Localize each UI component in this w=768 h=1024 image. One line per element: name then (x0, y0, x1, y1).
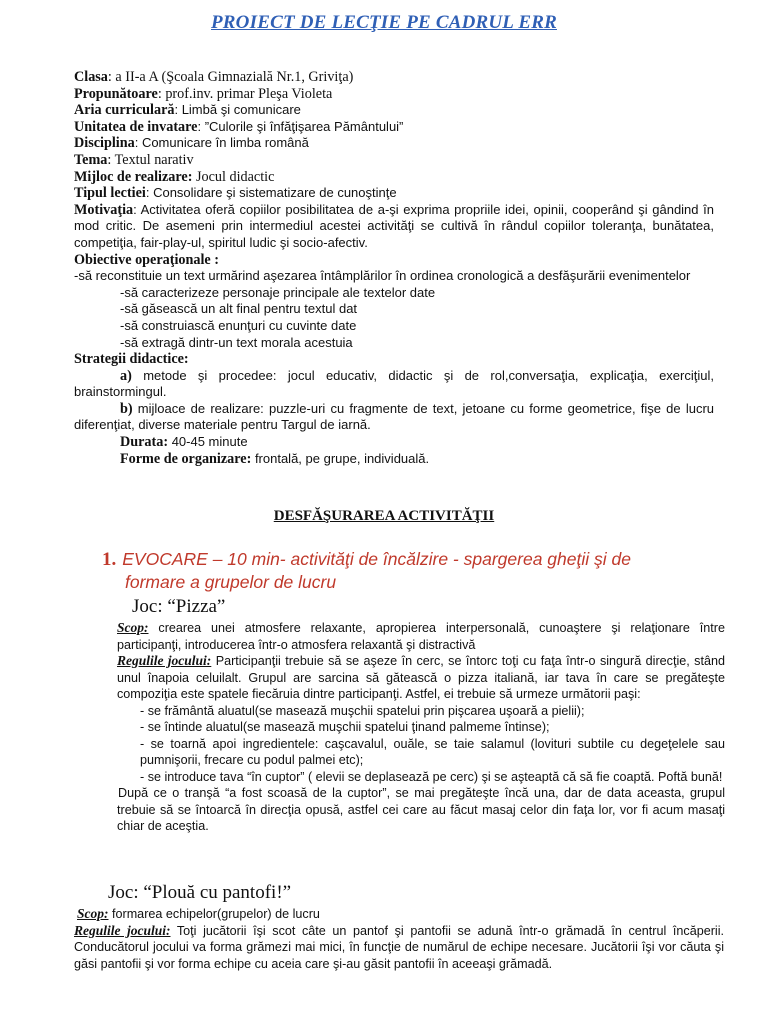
obiectiv-item: -să caracterizeze personaje principale ale textelor date (120, 284, 436, 300)
meta-durata: Durata: 40-45 minute (120, 434, 248, 451)
meta-disciplina: Disciplina: Comunicare în limba română (74, 135, 309, 152)
obiectiv-item: -să reconstituie un text urmărind aşezarea întâmplărilor în ordinea cronologică a desfăşurării evenimentelor (74, 268, 691, 284)
meta-mijloc: Mijloc de realizare: Jocul didactic (74, 168, 275, 185)
section-title: DESFĂŞURAREA ACTIVITĂŢII (273, 508, 495, 524)
meta-forme: Forme de organizare: frontală, pe grupe, individuală. (120, 450, 430, 467)
meta-motivatia: Motivaţia: Activitatea oferă copiilor posibilitatea de a-şi exprima propriile idei, opinii, cooperând şi gândind în mod critic. De asemeni prin intermediul acestei activităţi se cultivă în rândul copiilor toleranţa, bunătatea, competiţia, fair-play-ul, spiritul ludic şi socio-afectiv. (74, 201, 714, 250)
meta-clasa: Clasa: a II-a A (Şcoala Gimnazială Nr.1, Griviţa) (74, 69, 354, 85)
step-evocare (102, 548, 742, 593)
meta-tipul: Tipul lectiei: Consolidare şi sistematizare de cunoştinţe (74, 185, 397, 202)
strategii-heading: Strategii didactice: (74, 351, 189, 368)
game-pizza-after: După ce o tranşă “a fost scoasă de la cuptor”, se mai pregăteşte încă una, dar de data aceasta, grupul trebuie să se întoarcă în direcţia opusă, astfel cei care au făcut masaj celor din faţa lor, vor fi acum masaţi chiar de aceştia. (117, 786, 725, 833)
game-pantofi-scop: Scop: formarea echipelor(grupelor) de lucru (77, 906, 320, 921)
meta-tema: Tema: Textul narativ (74, 151, 194, 168)
obiectiv-item: -să extragă dintr-un text morala acestuia (120, 334, 353, 350)
step-number: 1. (102, 549, 117, 570)
game-pizza-step: - se toarnă apoi ingredientele: caşcavalul, ouăle, se taie salamul (lovituri subtile cu degeţelele sau pumnişorii, frecare cu podul palmei etc); (140, 736, 725, 767)
game-pantofi-body (74, 906, 724, 972)
game-pantofi-reguli: Regulile jocului: Toţi jucătorii îşi scot câte un pantof şi pantofii se adună într-o grămadă în centrul încăperii. Conducătorul jocului va forma grămezi mai mici, în funcţie de numărul de echipe necesare. Jucătorii îşi vor căuta şi găsi pantofii şi vor forma echipe cu aceia care şi-au găsit pantofii în aceeaşi grămadă. (74, 922, 724, 971)
game-pizza-body (117, 620, 725, 835)
strategie-a: a) metode şi procedee: jocul educativ, didactic şi de rol,conversaţia, explicaţia, exerciţiul, brainstormingul. (74, 367, 714, 400)
game-pizza-step: - se frământă aluatul(se masează muşchii spatelui prin pişcarea uşoară a pielii); (140, 703, 585, 718)
meta-unitatea: Unitatea de invatare: ”Culorile şi înfăţişarea Pământului” (74, 118, 404, 135)
game-pizza-reguli: Regulile jocului: Participanţii trebuie să se aşeze în cerc, se întorc toţi cu faţa într-o singură direcţie, stând unul înapoia celuilalt. Grupul are sarcina să gătească o pizza italiană, iar tava în care se pregăteşte compoziţia este spatele fiecăruia dintre participanţi. Astfel, ei trebuie să urmeze următorii paşi: (117, 653, 725, 701)
obiectiv-item: -să găsească un alt final pentru textul dat (120, 301, 358, 317)
game-pizza-step: - se întinde aluatul(se masează muşchii spatelui ţinand palmeme întinse); (140, 720, 550, 734)
game-pizza-step: - se introduce tava “în cuptor” ( elevii se deplasează pe cerc) şi se aşteaptă că să fie coaptă. Poftă bună! (140, 769, 723, 784)
strategie-b: b) mijloace de realizare: puzzle-uri cu fragmente de text, jetoane cu forme geometrice, fişe de lucru diferenţiat, diverse materiale pentru Targul de iarnă. (74, 400, 714, 433)
game-pantofi-title: Joc: “Plouă cu pantofi!” (108, 882, 292, 903)
obiectiv-item: -să construiască enunţuri cu cuvinte date (120, 317, 357, 333)
game-pizza-title: Joc: “Pizza” (132, 596, 226, 617)
game-pizza-scop: Scop: crearea unei atmosfere relaxante, apropierea interpersonală, cunoaştere şi relaţionare între participanţi, introducerea într-o atmosfera relaxantă şi distractivă (117, 620, 725, 652)
obiective-heading: Obiective operaţionale : (74, 251, 219, 268)
meta-aria: Aria curriculară: Limbă şi comunicare (74, 102, 301, 119)
page-title: PROIECT DE LECŢIE PE CADRUL ERR (211, 12, 557, 33)
meta-propunatoare: Propunătoare: prof.inv. primar Pleşa Violeta (74, 85, 333, 102)
step-line-2: formare a grupelor de lucru (125, 572, 337, 592)
step-line-1: EVOCARE – 10 min- activităţi de încălzire - spargerea gheţii şi de (122, 549, 631, 569)
lesson-metadata (74, 69, 714, 467)
